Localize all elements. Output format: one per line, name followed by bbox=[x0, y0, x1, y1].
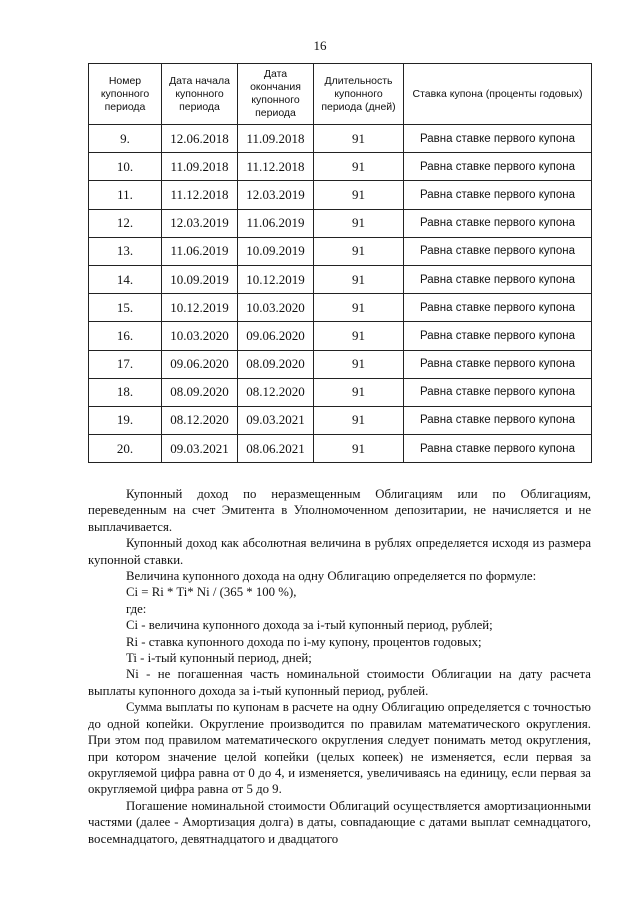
period-number-cell: 10. bbox=[89, 153, 162, 181]
duration-cell: 91 bbox=[314, 209, 404, 237]
start-date-cell: 12.03.2019 bbox=[162, 209, 238, 237]
rate-cell: Равна ставке первого купона bbox=[404, 406, 592, 434]
paragraph: Ni - не погашенная часть номинальной стоимости Облигации на дату расчета выплаты купонного дохода за i-тый купонный период, рублей. bbox=[88, 667, 591, 698]
start-date-cell: 08.12.2020 bbox=[162, 406, 238, 434]
end-date-cell: 11.09.2018 bbox=[238, 125, 314, 153]
period-number-cell: 13. bbox=[89, 237, 162, 265]
duration-cell: 91 bbox=[314, 237, 404, 265]
end-date-cell: 09.03.2021 bbox=[238, 406, 314, 434]
rate-cell: Равна ставке первого купона bbox=[404, 294, 592, 322]
table-row bbox=[89, 435, 592, 463]
table-row bbox=[89, 209, 592, 237]
coupon-schedule-table bbox=[88, 63, 592, 463]
header-end-date: Дата окончания купонного периода bbox=[238, 64, 314, 125]
table-row bbox=[89, 181, 592, 209]
table-row bbox=[89, 153, 592, 181]
start-date-cell: 09.06.2020 bbox=[162, 350, 238, 378]
table-row bbox=[89, 350, 592, 378]
rate-cell: Равна ставке первого купона bbox=[404, 435, 592, 463]
start-date-cell: 10.09.2019 bbox=[162, 265, 238, 293]
table-row bbox=[89, 406, 592, 434]
end-date-cell: 08.12.2020 bbox=[238, 378, 314, 406]
body-text bbox=[88, 486, 591, 847]
end-date-cell: 10.03.2020 bbox=[238, 294, 314, 322]
duration-cell: 91 bbox=[314, 181, 404, 209]
end-date-cell: 08.06.2021 bbox=[238, 435, 314, 463]
paragraph: Величина купонного дохода на одну Облигацию определяется по формуле: bbox=[126, 569, 537, 584]
period-number-cell: 16. bbox=[89, 322, 162, 350]
duration-cell: 91 bbox=[314, 153, 404, 181]
duration-cell: 91 bbox=[314, 378, 404, 406]
paragraph: Ti - i-тый купонный период, дней; bbox=[126, 651, 312, 666]
end-date-cell: 10.12.2019 bbox=[238, 265, 314, 293]
paragraph: Купонный доход как абсолютная величина в рублях определяется исходя из размера купонной ставки. bbox=[88, 536, 591, 567]
page-number: 16 bbox=[313, 38, 327, 53]
table-body bbox=[89, 125, 592, 463]
period-number-cell: 18. bbox=[89, 378, 162, 406]
period-number-cell: 17. bbox=[89, 350, 162, 378]
start-date-cell: 11.06.2019 bbox=[162, 237, 238, 265]
start-date-cell: 10.03.2020 bbox=[162, 322, 238, 350]
paragraph: Ci = Ri * Ti* Ni / (365 * 100 %), bbox=[126, 585, 297, 600]
duration-cell: 91 bbox=[314, 406, 404, 434]
duration-cell: 91 bbox=[314, 125, 404, 153]
rate-cell: Равна ставке первого купона bbox=[404, 322, 592, 350]
table-row bbox=[89, 125, 592, 153]
duration-cell: 91 bbox=[314, 350, 404, 378]
start-date-cell: 12.06.2018 bbox=[162, 125, 238, 153]
paragraph: Ri - ставка купонного дохода по i-му купону, процентов годовых; bbox=[126, 634, 482, 649]
table-row bbox=[89, 322, 592, 350]
period-number-cell: 20. bbox=[89, 435, 162, 463]
paragraph: Сумма выплаты по купонам в расчете на одну Облигацию определяется с точностью до одной копейки. Округление производится по правилам математического округления. При этом под правилом математического округления следует понимать метод округления, при котором значение целой копейки (целых копеек) не изменяется, если первая за округляемой цифра равна от 0 до 4, и изменяется, увеличиваясь на единицу, если первая за округляемой цифра равна от 5 до 9. bbox=[88, 700, 591, 797]
paragraph: Погашение номинальной стоимости Облигаций осуществляется амортизационными частями (далее - Амортизация долга) в даты, совпадающие с датами выплат семнадцатого, восемнадцатого, девятнадцатого и двадцатого bbox=[88, 798, 591, 846]
end-date-cell: 10.09.2019 bbox=[238, 237, 314, 265]
period-number-cell: 11. bbox=[89, 181, 162, 209]
period-number-cell: 12. bbox=[89, 209, 162, 237]
table-row bbox=[89, 237, 592, 265]
duration-cell: 91 bbox=[314, 294, 404, 322]
end-date-cell: 12.03.2019 bbox=[238, 181, 314, 209]
end-date-cell: 11.06.2019 bbox=[238, 209, 314, 237]
header-coupon-rate: Ставка купона (проценты годовых) bbox=[404, 64, 592, 125]
table-row bbox=[89, 265, 592, 293]
duration-cell: 91 bbox=[314, 265, 404, 293]
paragraph: Ci - величина купонного дохода за i-тый купонный период, рублей; bbox=[126, 618, 493, 633]
start-date-cell: 09.03.2021 bbox=[162, 435, 238, 463]
end-date-cell: 08.09.2020 bbox=[238, 350, 314, 378]
rate-cell: Равна ставке первого купона bbox=[404, 181, 592, 209]
rate-cell: Равна ставке первого купона bbox=[404, 350, 592, 378]
end-date-cell: 09.06.2020 bbox=[238, 322, 314, 350]
duration-cell: 91 bbox=[314, 435, 404, 463]
start-date-cell: 08.09.2020 bbox=[162, 378, 238, 406]
header-start-date: Дата начала купонного периода bbox=[162, 64, 238, 125]
rate-cell: Равна ставке первого купона bbox=[404, 153, 592, 181]
header-duration: Длительность купонного периода (дней) bbox=[314, 64, 404, 125]
rate-cell: Равна ставке первого купона bbox=[404, 209, 592, 237]
end-date-cell: 11.12.2018 bbox=[238, 153, 314, 181]
start-date-cell: 11.12.2018 bbox=[162, 181, 238, 209]
paragraph: Купонный доход по неразмещенным Облигациям или по Облигациям, переведенным на счет Эмитента в Уполномоченном депозитарии, не начисляется и не выплачивается. bbox=[88, 487, 591, 534]
rate-cell: Равна ставке первого купона bbox=[404, 237, 592, 265]
duration-cell: 91 bbox=[314, 322, 404, 350]
start-date-cell: 11.09.2018 bbox=[162, 153, 238, 181]
table-row bbox=[89, 294, 592, 322]
table-header-row bbox=[89, 64, 592, 125]
period-number-cell: 19. bbox=[89, 406, 162, 434]
paragraph: где: bbox=[126, 601, 147, 616]
header-period-number: Номер купонного периода bbox=[89, 64, 162, 125]
period-number-cell: 9. bbox=[89, 125, 162, 153]
rate-cell: Равна ставке первого купона bbox=[404, 265, 592, 293]
rate-cell: Равна ставке первого купона bbox=[404, 378, 592, 406]
start-date-cell: 10.12.2019 bbox=[162, 294, 238, 322]
table-row bbox=[89, 378, 592, 406]
period-number-cell: 15. bbox=[89, 294, 162, 322]
rate-cell: Равна ставке первого купона bbox=[404, 125, 592, 153]
period-number-cell: 14. bbox=[89, 265, 162, 293]
